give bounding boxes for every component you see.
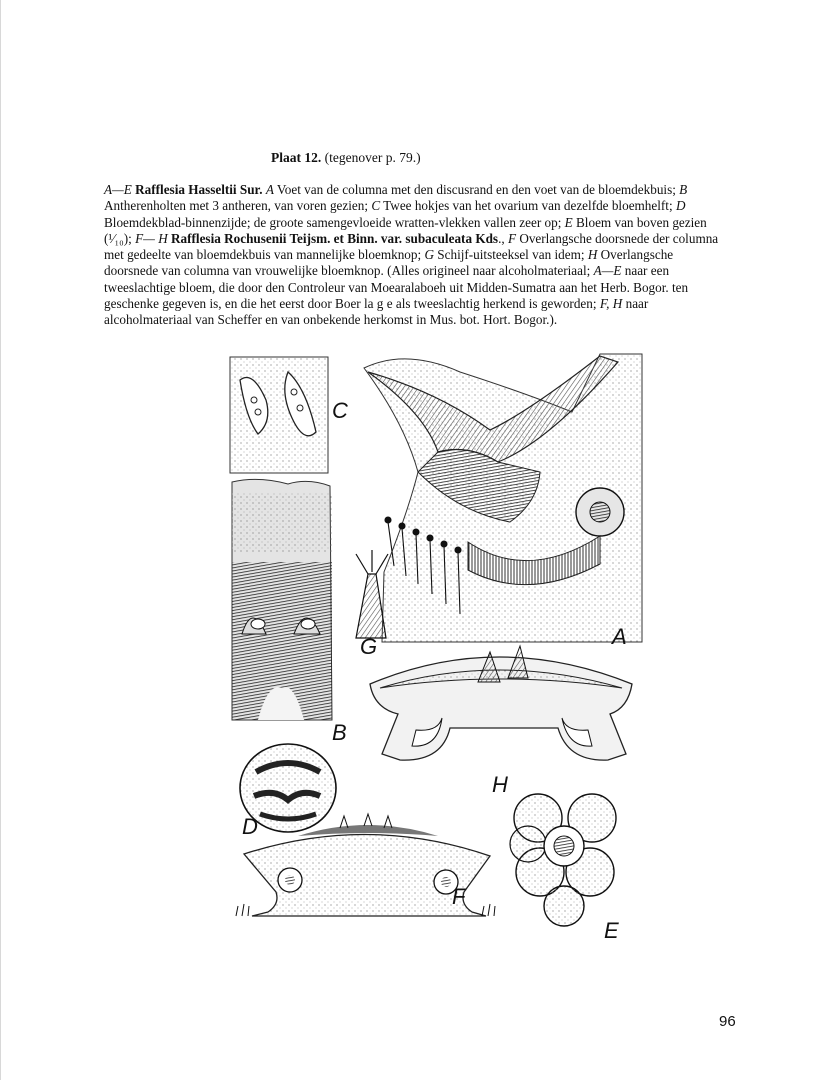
plate-caption bbox=[104, 182, 728, 329]
plate-title-bold: Plaat 12. bbox=[271, 150, 322, 165]
figure-label-e: E bbox=[604, 918, 619, 943]
caption-text: Antherenholten met 3 antheren, van voren gezien; bbox=[104, 198, 372, 214]
figure-h-female-column-section bbox=[370, 646, 632, 760]
caption-text: Twee hokjes van het ovarium van dezelfde bloemhelft; bbox=[380, 198, 676, 214]
caption-fig-ref: H bbox=[587, 247, 598, 263]
figure-label-f: F bbox=[452, 884, 466, 909]
caption-fig-ref: F— H bbox=[135, 230, 168, 246]
caption-text: naar een tweeslachtige bloem, die door den Controleur van Moearalaboeh uit Midden-Sumatra aan het Herb. Bogor. ten geschenke gegeven is, en die het eerst door Boer la g e als tweeslachtig herkend is geworden; bbox=[104, 263, 689, 312]
figure-a-column-base bbox=[364, 354, 642, 642]
caption-species-name: Rafflesia Hasseltii Sur. bbox=[135, 182, 263, 197]
figure-b-anther-cavities bbox=[232, 479, 332, 720]
caption-text: Bloemdekblad-binnenzijde; de groote samengevloeide wratten-vlekken vallen zeer op; bbox=[104, 214, 565, 230]
figure-label-a: A bbox=[612, 624, 627, 649]
caption-fig-ref: D bbox=[675, 198, 686, 214]
caption-fig-ref: B bbox=[679, 182, 688, 197]
page-number: 96 bbox=[719, 1013, 736, 1030]
caption-fig-ref: A bbox=[265, 182, 274, 197]
caption-text: Schijf-uitsteeksel van idem; bbox=[433, 247, 588, 263]
plate-title-rest: (tegenover p. 79.) bbox=[321, 150, 421, 165]
figure-label-h: H bbox=[492, 772, 508, 797]
figure-c-ovary-cells bbox=[230, 357, 328, 473]
caption-fig-ref: G bbox=[424, 247, 434, 263]
caption-fig-ref: F bbox=[507, 230, 517, 246]
caption-text: naar alcoholmateriaal van Scheffer en van onbekende herkomst in Mus. bot. Hort. Bogor.). bbox=[104, 296, 649, 328]
caption-text: Overlangsche doorsnede der columna met gedeelte van bloemdekbuis van mannelijke bloemknop; bbox=[104, 230, 719, 263]
caption-text: Voet van de columna met den discusrand en den voet van de bloemdekbuis; bbox=[273, 182, 680, 197]
figure-e-flower-top-view bbox=[510, 794, 616, 926]
caption-text: Bloem van boven gezien (¹⁄₁₀); bbox=[104, 214, 707, 246]
plate-title bbox=[271, 150, 421, 166]
caption-fig-ref: F, H bbox=[599, 296, 623, 312]
page-edge bbox=[0, 0, 1, 1080]
figure-label-d: D bbox=[242, 814, 258, 839]
botanical-plate-figure bbox=[228, 352, 648, 948]
figure-label-b: B bbox=[332, 720, 347, 745]
caption-species-name: Rafflesia Rochusenii Teijsm. et Binn. var. subaculeata Kds bbox=[171, 230, 499, 246]
caption-fig-ref: A—E bbox=[104, 182, 132, 197]
caption-text: ., bbox=[498, 230, 508, 246]
caption-text: Overlangsche doorsnede van columna van vrouwelijke bloemknop. (Alles origineel naar alcoholmateriaal; bbox=[104, 247, 674, 279]
caption-fig-ref: E bbox=[564, 214, 573, 230]
figure-label-c: C bbox=[332, 398, 348, 423]
figure-label-g: G bbox=[360, 634, 378, 659]
caption-fig-ref: A—E bbox=[593, 263, 622, 279]
caption-fig-ref: C bbox=[371, 198, 381, 214]
